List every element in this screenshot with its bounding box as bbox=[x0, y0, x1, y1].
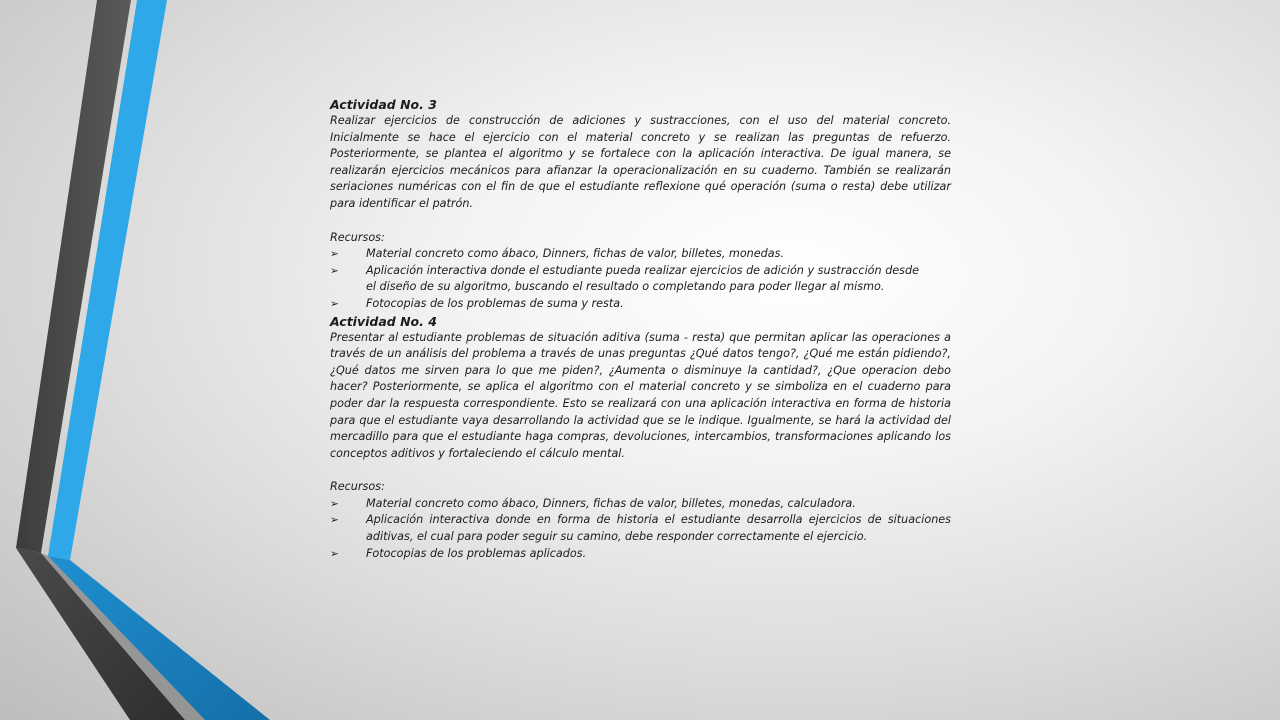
list-item: ➢ Material concreto como ábaco, Dinners, fichas de valor, billetes, monedas. bbox=[330, 246, 951, 263]
document-body bbox=[330, 96, 951, 562]
gray-stripe-upper bbox=[16, 0, 131, 553]
arrow-bullet-icon: ➢ bbox=[330, 297, 339, 310]
list-item: ➢ Material concreto como ábaco, Dinners, fichas de valor, billetes, monedas, calculadora. bbox=[330, 496, 951, 513]
arrow-bullet-icon: ➢ bbox=[330, 514, 339, 527]
activity-3-description: Realizar ejercicios de construcción de adiciones y sustracciones, con el uso del material concreto. Inicialmente se hace el ejercicio con el material concreto y se realizan las preguntas de refuerzo. Posteriormente, se plantea el algoritmo y se fortalece con la aplicación interactiva. De igual manera, se realizarán ejercicios mecánicos para afianzar la operacionalización en su cuaderno. También se realizarán seriaciones numéricas con el fin de que el estudiante reflexione qué operación (suma o resta) debe utilizar para identificar el patrón. bbox=[330, 114, 951, 210]
activity-4-resources-list bbox=[330, 496, 951, 562]
arrow-bullet-icon: ➢ bbox=[330, 497, 339, 510]
activity-3-resources-label: Recursos: bbox=[330, 230, 385, 244]
arrow-bullet-icon: ➢ bbox=[330, 547, 339, 560]
arrow-bullet-icon: ➢ bbox=[330, 264, 339, 277]
list-item: ➢ Aplicación interactiva donde el estudiante pueda realizar ejercicios de adición y sustracción desde el diseño de su algoritmo, buscando el resultado o completando para poder llegar al mismo. bbox=[330, 263, 919, 294]
activity-4-title: Actividad No. 4 bbox=[330, 313, 437, 329]
gray-stripe-lower bbox=[16, 548, 185, 720]
activity-3-title: Actividad No. 3 bbox=[330, 97, 437, 112]
list-item: ➢ Fotocopias de los problemas de suma y resta. bbox=[330, 296, 951, 313]
list-item: ➢ Aplicación interactiva donde en forma de historia el estudiante desarrolla ejercicios de situaciones aditivas, el cual para poder seguir su camino, debe responder correctamente el ejercicio. bbox=[330, 513, 951, 544]
blue-stripe-lower bbox=[48, 556, 270, 720]
activity-3-resources-list bbox=[330, 246, 951, 312]
arrow-bullet-icon: ➢ bbox=[330, 248, 339, 261]
activity-4-description: Presentar al estudiante problemas de situación aditiva (suma - resta) que permitan aplicar las operaciones a través de un análisis del problema a través de unas preguntas ¿Qué datos tengo?, ¿Qué me están pidiendo?, ¿Qué datos me sirven para lo que me piden?, ¿Aumenta o disminuye la cantidad?, ¿Que operacion debo hacer? Posteriormente, se aplica el algoritmo con el material concreto y se simboliza en el cuaderno para poder dar la respuesta correspondiente. Esto se realizará con una aplicación interactiva en forma de historia para que el estudiante vaya desarrollando la actividad que se le indique. Igualmente, se hará la actividad del mercadillo para que el estudiante haga compras, devoluciones, intercambios, transformaciones aplicando los conceptos aditivos y fortaleciendo el cálculo mental. bbox=[330, 330, 951, 460]
activity-4-resources-label: Recursos: bbox=[330, 480, 385, 494]
blue-stripe-upper bbox=[48, 0, 167, 560]
list-item: ➢ Fotocopias de los problemas aplicados. bbox=[330, 546, 951, 563]
